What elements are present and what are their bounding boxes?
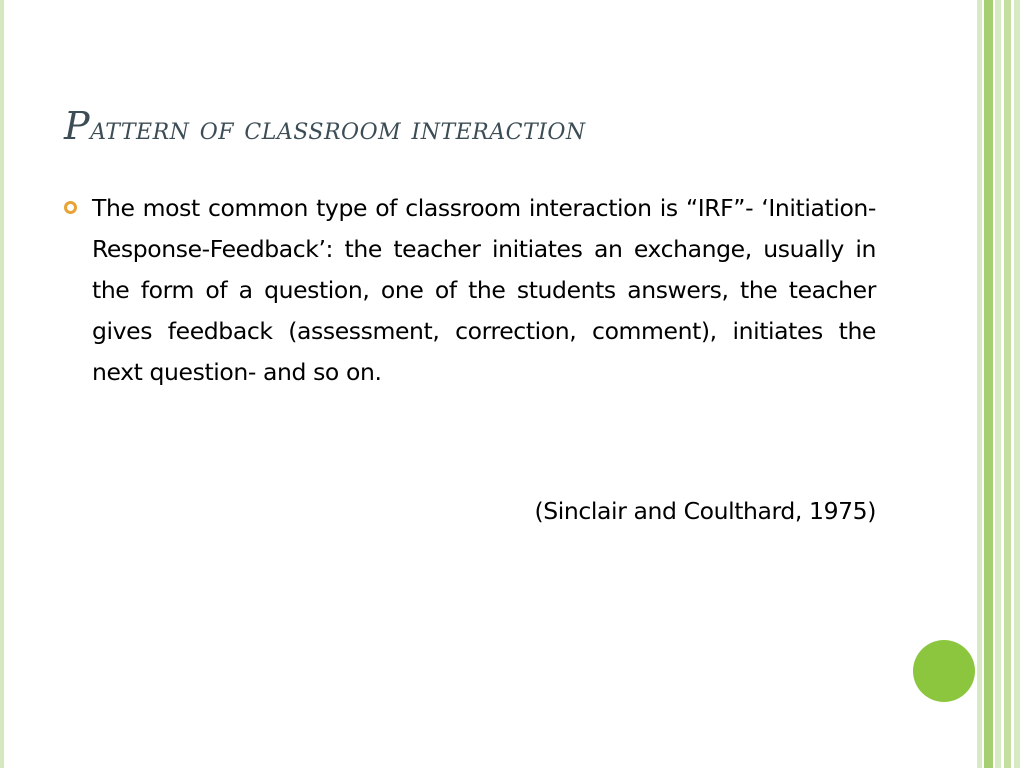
bullet-circle-icon (64, 201, 77, 214)
left-border-decoration (0, 0, 4, 768)
citation: (Sinclair and Coulthard, 1975) (534, 497, 876, 525)
slide-title-initial: P (64, 104, 91, 148)
right-stripe-decoration (1004, 0, 1011, 768)
right-stripe-decoration (984, 0, 993, 768)
slide-title (64, 104, 586, 148)
right-stripe-decoration (995, 0, 1001, 768)
green-circle-decoration (913, 640, 975, 702)
bullet-text: The most common type of classroom interaction is “IRF”- ‘Initiation-Response-Feedback’: the teacher initiates an exchange, usually in the form of a question, one of the students answers, the teacher gives feedback (assessment, correction, comment), initiates the next question- and so on. (92, 194, 876, 386)
slide-title-rest: attern of classroom interaction (90, 111, 586, 147)
right-stripe-decoration (1014, 0, 1020, 768)
right-stripe-decoration (977, 0, 982, 768)
